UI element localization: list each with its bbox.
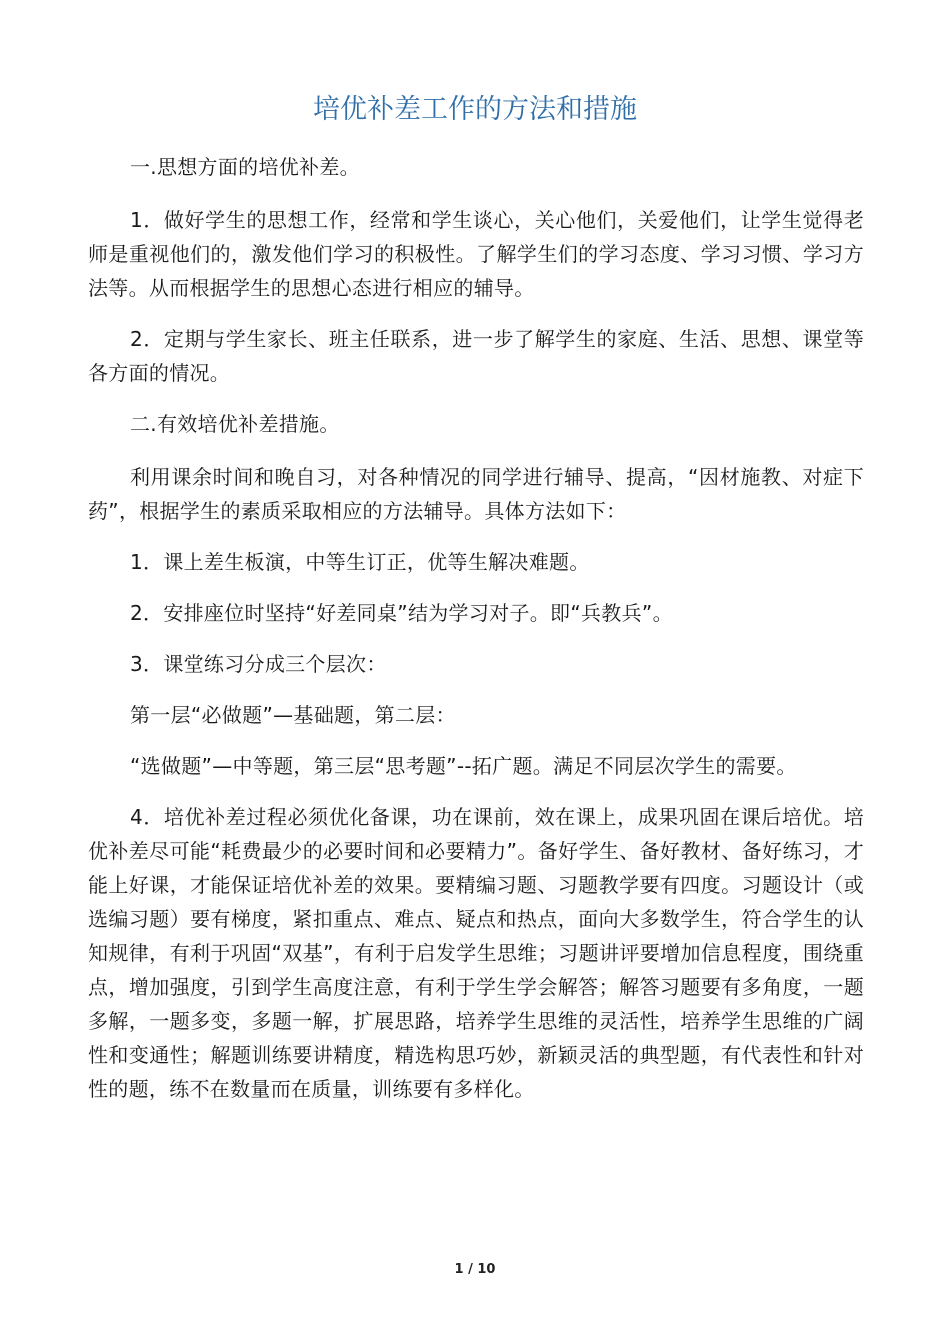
paragraph: 1．做好学生的思想工作，经常和学生谈心，关心他们，关爱他们，让学生觉得老师是重视他们的，激发他们学习的积极性。了解学生们的学习态度、学习习惯、学习方法等。从而根据学生的思想心态进行相应的辅导。 — [88, 208, 864, 300]
section-heading-2: 二.有效培优补差措施。 — [130, 412, 340, 436]
list-item: 1．课上差生板演，中等生订正，优等生解决难题。 — [130, 550, 590, 574]
page-number: 1 / 10 — [454, 1262, 496, 1277]
section-heading-1: 一.思想方面的培优补差。 — [130, 155, 360, 179]
list-item: 3．课堂练习分成三个层次： — [130, 652, 387, 676]
document-body — [88, 150, 864, 1123]
list-item: 2．安排座位时坚持“好差同桌”结为学习对子。即“兵教兵”。 — [130, 601, 673, 625]
paragraph: “选做题”—中等题，第三层“思考题”--拓广题。满足不同层次学生的需要。 — [130, 754, 797, 778]
paragraph: 2．定期与学生家长、班主任联系，进一步了解学生的家庭、生活、思想、课堂等各方面的情况。 — [88, 327, 864, 385]
paragraph: 利用课余时间和晚自习，对各种情况的同学进行辅导、提高，“因材施教、对症下药”，根据学生的素质采取相应的方法辅导。具体方法如下： — [88, 465, 864, 523]
document-title: 培优补差工作的方法和措施 — [313, 94, 637, 125]
paragraph: 第一层“必做题”—基础题，第二层： — [130, 703, 456, 727]
list-item: 4．培优补差过程必须优化备课，功在课前，效在课上，成果巩固在课后培优。培优补差尽可能“耗费最少的必要时间和必要精力”。备好学生、备好教材、备好练习，才能上好课，才能保证培优补差的效果。要精编习题、习题教学要有四度。习题设计（或选编习题）要有梯度，紧扣重点、难点、疑点和热点，面向大多数学生，符合学生的认知规律，有利于巩固“双基”，有利于启发学生思维；习题讲评要增加信息程度，围绕重点，增加强度，引到学生高度注意，有利于学生学会解答；解答习题要有多角度，一题多解，一题多变，多题一解，扩展思路，培养学生思维的灵活性，培养学生思维的广阔性和变通性；解题训练要讲精度，精选构思巧妙，新颖灵活的典型题，有代表性和针对性的题，练不在数量而在质量，训练要有多样化。 — [88, 805, 864, 1101]
